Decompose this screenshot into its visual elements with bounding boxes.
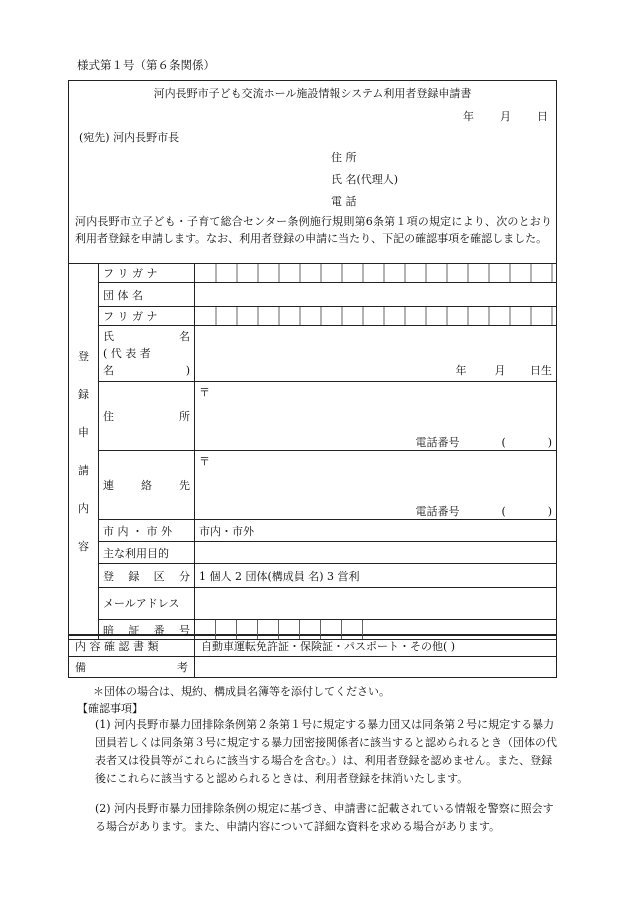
confirmation-heading: 【確認事項】: [77, 702, 143, 715]
furigana-label: フ リ ガ ナ: [99, 264, 195, 283]
form-title: 河内長野市子ども交流ホール施設情報システム利用者登録申請書: [153, 87, 472, 100]
addressee: (宛先) 河内長野市長: [79, 131, 180, 144]
remarks-label: 備 考: [69, 657, 195, 678]
password-label: 暗 証 番 号: [99, 620, 195, 640]
name-furigana-input[interactable]: [195, 307, 557, 326]
attachment-note: ＊団体の場合は、規約、構成員名簿等を添付してください。: [93, 685, 390, 698]
group-name-input[interactable]: [195, 283, 557, 307]
contact-phone: 電話番号 ( ): [415, 505, 552, 518]
confirmation-item-2: (2) 河内長野市暴力団排除条例の規定に基づき、申請書に記載されている情報を警察に照会する場合があります。また、申請内容について詳細な資料を求める場合があります。: [95, 802, 554, 833]
applicant-phone-label: 電 話: [331, 195, 357, 208]
address-phone: 電話番号 ( ): [415, 436, 552, 449]
confirm-docs-value[interactable]: 自動車運転免許証・保険証・パスポート・その他( ): [195, 636, 557, 657]
day-label: 日: [537, 110, 548, 123]
category-value[interactable]: 1 個人 2 団体(構成員 名) 3 営利: [195, 564, 557, 588]
declaration-text: 河内長野市立子ども・子育て総合センター条例施行規則第6条第１項の規定により、次のとおり利用者登録を申請します。なお、利用者登録の申請に当たり、下記の確認事項を確認しました。: [75, 215, 552, 245]
registration-table: [68, 263, 557, 640]
birth-date: 年 月 日生: [455, 364, 552, 377]
lower-table: [68, 635, 557, 678]
year-label: 年: [463, 110, 474, 123]
group-furigana-row: [69, 264, 557, 283]
date-field[interactable]: [437, 108, 548, 124]
postal-mark-2: 〒: [199, 455, 210, 468]
applicant-address-label: 住 所: [331, 151, 357, 164]
month-label: 月: [500, 110, 511, 123]
applicant-name-label: 氏 名(代理人): [331, 173, 399, 186]
form-number: 様式第１号（第６条関係）: [77, 58, 215, 72]
side-label: 登 録 申 請 内 容: [69, 264, 99, 640]
furigana2-label: フ リ ガ ナ: [99, 307, 195, 326]
representative-name-input[interactable]: [195, 326, 557, 382]
email-input[interactable]: [195, 588, 557, 620]
confirmation-item-1: (1) 河内長野市暴力団排除条例第２条第１号に規定する暴力団又は同条第２号に規定する暴力団員若しくは同条第３号に規定する暴力団密接関係者に該当すると認められるとき（団体の代表者又は役員等がこれらに該当する場合を含む。）は、利用者登録を認めません。また、登録後にこれらに該当すると認められるときは、利用者登録を抹消いたします。: [95, 718, 557, 785]
address-input[interactable]: [195, 382, 557, 451]
confirm-docs-label: 内 容 確 認 書 類: [69, 636, 195, 657]
group-name-label: 団 体 名: [99, 283, 195, 307]
postal-mark: 〒: [199, 386, 210, 399]
city-value[interactable]: 市内・市外: [195, 520, 557, 542]
group-furigana-input[interactable]: [195, 264, 557, 283]
email-label: メールアドレス: [99, 588, 195, 620]
purpose-label: 主な利用目的: [99, 542, 195, 564]
contact-label: 連 絡 先: [99, 451, 195, 520]
contact-input[interactable]: [195, 451, 557, 520]
address-label: 住 所: [99, 382, 195, 451]
remarks-input[interactable]: [195, 657, 557, 678]
purpose-input[interactable]: [195, 542, 557, 564]
representative-name-label: 氏 名 ( 代 表 者 名 ): [99, 326, 195, 382]
city-label: 市 内 ・ 市 外: [99, 520, 195, 542]
category-label: 登 録 区 分: [99, 564, 195, 588]
